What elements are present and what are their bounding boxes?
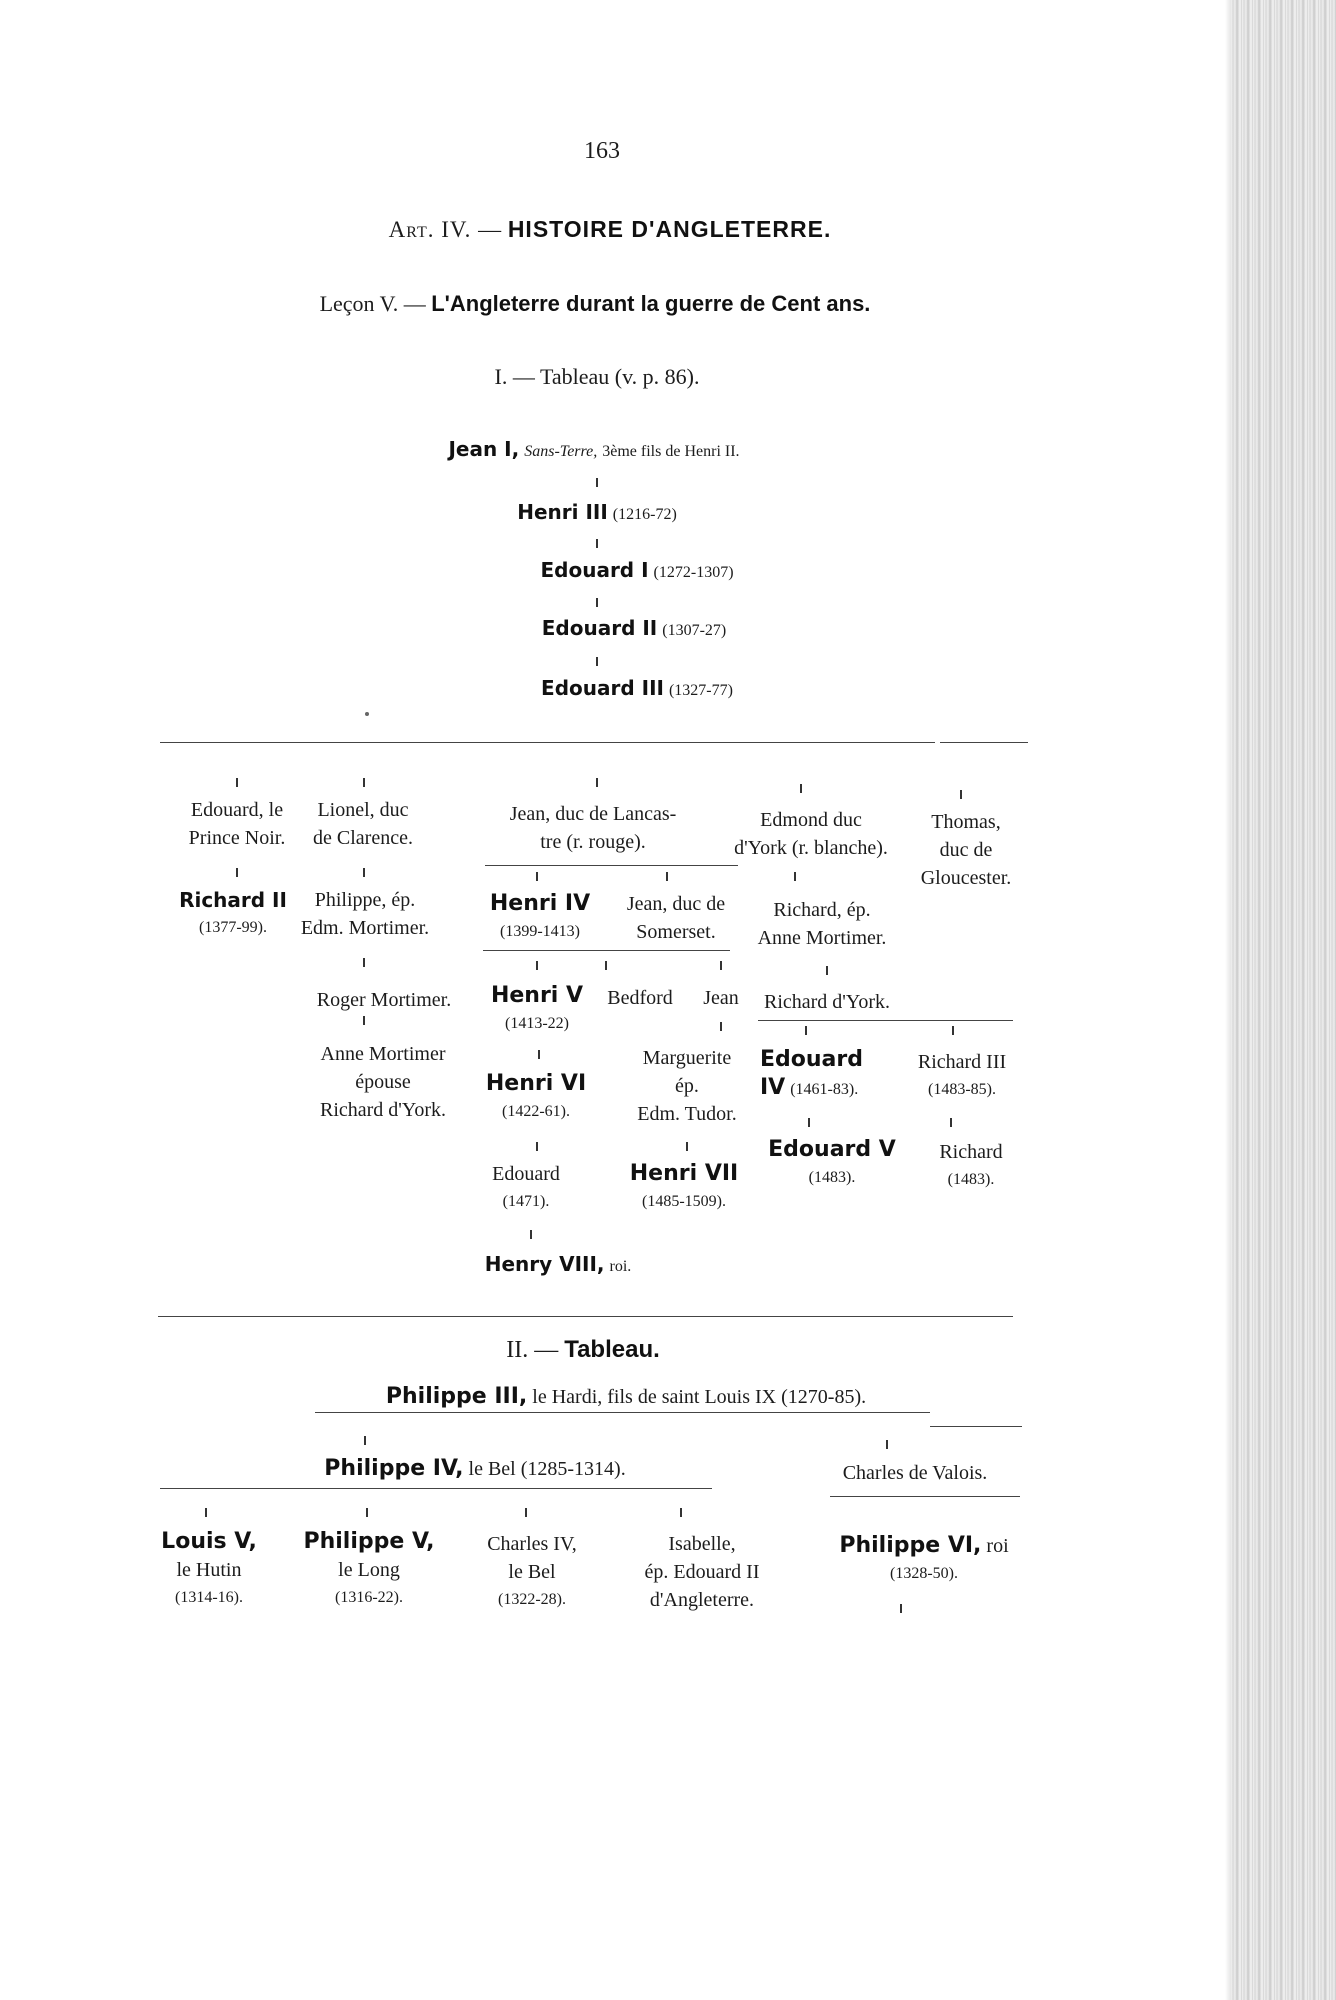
node-note: roi: [986, 1535, 1009, 1557]
connector-tick: [960, 790, 962, 799]
table2-title: [506, 1336, 660, 1364]
tree-root-jean-i: [448, 437, 739, 462]
node-name: Charles IV,: [487, 1533, 577, 1555]
tree-node-henri-iii: [517, 500, 677, 525]
root-name: Jean I,: [448, 437, 520, 461]
text-line: tre (r. rouge).: [540, 831, 646, 853]
branch-line: [830, 1496, 1020, 1497]
text-line: Edm. Mortimer.: [300, 917, 430, 939]
henry-viii: [485, 1252, 632, 1277]
philippe-iv: [324, 1456, 625, 1481]
speck: [365, 712, 369, 716]
node-name: Henri V: [490, 983, 584, 1008]
text-line: Richard, ép.: [773, 899, 871, 921]
node-dates: (1422-61).: [502, 1103, 570, 1120]
edmond-york: [734, 806, 888, 862]
text-line: Somerset.: [636, 921, 716, 943]
lesson-title: L'Angleterre durant la guerre de Cent ans.: [431, 291, 871, 316]
node-name: Henry VIII,: [484, 1252, 605, 1276]
title-prefix: II. —: [506, 1337, 559, 1363]
connector-tick: [826, 966, 828, 975]
node-dates: (1216-72): [612, 506, 677, 523]
edouard-prince: [492, 1160, 560, 1216]
connector-tick: [525, 1508, 527, 1517]
connector-tick: [205, 1508, 207, 1517]
marguerite: [637, 1044, 736, 1128]
edouard-iv: [760, 1046, 863, 1104]
node-name: Philippe IV,: [324, 1456, 464, 1481]
henri-vi: [486, 1070, 586, 1126]
edouard-prince-noir: [189, 796, 286, 852]
text-line: épouse: [355, 1071, 411, 1093]
jean-somerset: [627, 890, 725, 946]
node-dates: (1314-16).: [175, 1589, 243, 1606]
text-line: Philippe, ép.: [314, 889, 416, 911]
node-dates: (1327-77): [668, 682, 733, 699]
node-dates: (1483).: [947, 1171, 995, 1188]
jean-lancastre: [510, 800, 677, 856]
connector-tick: [720, 961, 722, 970]
philippe-v: [303, 1528, 434, 1612]
node-name: Edouard: [492, 1163, 560, 1185]
text-line: Edmond duc: [760, 809, 862, 831]
connector-tick: [596, 598, 598, 607]
text-line: Jean, duc de: [626, 893, 726, 915]
node-name: Richard III: [917, 1051, 1007, 1073]
text-line: d'Angleterre.: [649, 1589, 755, 1611]
node-dates: (1377-99).: [199, 919, 267, 936]
node-numeral: IV: [760, 1075, 786, 1100]
text-line: Thomas,: [931, 811, 1001, 833]
node-dates: (1272-1307): [653, 564, 734, 581]
roger-mortimer: Roger Mortimer.: [316, 989, 452, 1011]
node-dates: (1399-1413): [500, 923, 580, 940]
node-name: Edouard II: [541, 616, 658, 640]
node-note: roi.: [609, 1258, 632, 1275]
connector-tick: [596, 478, 598, 487]
node-name: Isabelle,: [668, 1533, 736, 1555]
article-heading: [389, 216, 832, 243]
connector-tick: [686, 1142, 688, 1151]
branch-line: [930, 1426, 1022, 1427]
text-line: le Hutin: [176, 1559, 242, 1581]
article-prefix: Art. IV. —: [388, 217, 503, 242]
node-name: Richard II: [179, 888, 287, 912]
connector-tick: [886, 1440, 888, 1449]
connector-tick: [808, 1118, 810, 1127]
lesson-prefix: Leçon V. —: [319, 291, 426, 316]
connector-tick: [596, 539, 598, 548]
connector-tick: [538, 1050, 540, 1059]
node-name: Philippe V,: [303, 1529, 435, 1554]
richard-ep-mortimer: [758, 896, 887, 952]
lionel-clarence: [313, 796, 413, 852]
charles-iv: [487, 1530, 577, 1614]
node-name: Edouard III: [541, 676, 664, 700]
connector-tick: [596, 657, 598, 666]
page-number: 163: [584, 138, 620, 164]
node-name: Henri VII: [629, 1161, 739, 1186]
text-line: Anne Mortimer: [320, 1043, 446, 1065]
tree-node-edouard-iii: [541, 676, 733, 701]
text-line: Edm. Tudor.: [637, 1103, 737, 1125]
text-line: de Clarence.: [313, 827, 413, 849]
tree-node-edouard-ii: [542, 616, 726, 641]
text-line: duc de: [939, 839, 993, 861]
edouard-v: [768, 1136, 896, 1192]
table1-title: I. — Tableau (v. p. 86).: [494, 364, 700, 389]
tree-node-edouard-i: [540, 558, 733, 583]
richard-iii: [918, 1048, 1006, 1104]
connector-tick: [950, 1118, 952, 1127]
branch-line: [315, 1412, 930, 1413]
text-line: ép. Edouard II: [644, 1561, 760, 1583]
text-line: Gloucester.: [920, 867, 1012, 889]
richard-duke: [939, 1138, 1002, 1194]
philippe-iii: [386, 1384, 866, 1409]
node-dates: (1461-83).: [790, 1081, 859, 1098]
text-line: d'York (r. blanche).: [734, 837, 888, 859]
connector-tick: [363, 958, 365, 967]
connector-tick: [236, 778, 238, 787]
henri-iv: [490, 890, 590, 946]
connector-tick: [605, 961, 607, 970]
connector-tick: [364, 1436, 366, 1445]
branch-line: [485, 865, 738, 866]
connector-tick: [236, 868, 238, 877]
philippe-mortimer: [301, 886, 429, 942]
node-dates: (1483).: [808, 1169, 856, 1186]
isabelle: [645, 1530, 760, 1614]
node-dates: (1328-50).: [890, 1565, 958, 1582]
bedford: Bedford: [607, 987, 673, 1009]
text-line: Edouard, le: [190, 799, 284, 821]
section-divider: [158, 1316, 1013, 1317]
node-dates: (1471).: [502, 1193, 550, 1210]
node-dates: (1413-22): [505, 1015, 569, 1032]
branch-line: [160, 742, 935, 743]
philippe-vi: [839, 1532, 1008, 1588]
text-line: Lionel, duc: [317, 799, 409, 821]
louis-v: [161, 1528, 257, 1612]
node-name: Edouard I: [540, 558, 649, 582]
lesson-heading: [320, 291, 871, 317]
connector-tick: [363, 1016, 365, 1025]
connector-tick: [794, 872, 796, 881]
root-epithet: Sans-Terre,: [524, 443, 598, 460]
connector-tick: [363, 868, 365, 877]
branch-line: [483, 950, 730, 951]
node-name: Henri VI: [485, 1071, 587, 1096]
connector-tick: [536, 961, 538, 970]
node-dates: (1307-27): [662, 622, 727, 639]
node-name: Edouard: [760, 1047, 863, 1072]
anne-mortimer: [320, 1040, 446, 1124]
richard-ii: [179, 886, 287, 942]
connector-tick: [536, 1142, 538, 1151]
connector-tick: [720, 1022, 722, 1031]
jean-somerset-son: Jean: [703, 987, 739, 1009]
connector-tick: [666, 872, 668, 881]
node-name: Edouard V: [768, 1137, 896, 1162]
node-name: Richard: [939, 1141, 1003, 1163]
node-note: le Hardi, fils de saint Louis IX (1270-85).: [532, 1386, 867, 1408]
branch-line: [758, 1020, 1013, 1021]
thomas-gloucester: [921, 808, 1012, 892]
connector-tick: [366, 1508, 368, 1517]
connector-tick: [900, 1604, 902, 1613]
node-name: Philippe VI,: [839, 1533, 982, 1558]
connector-tick: [596, 778, 598, 787]
text-line: Prince Noir.: [188, 827, 286, 849]
text-line: Marguerite: [642, 1047, 732, 1069]
article-title: HISTOIRE D'ANGLETERRE.: [507, 216, 832, 242]
text-line: le Bel: [508, 1561, 556, 1583]
richard-york: Richard d'York.: [763, 991, 891, 1013]
connector-tick: [805, 1026, 807, 1035]
node-note: le Bel (1285-1314).: [468, 1458, 626, 1480]
node-name: Louis V,: [161, 1529, 257, 1554]
charles-de-valois: Charles de Valois.: [842, 1462, 988, 1484]
node-name: Henri III: [517, 500, 608, 524]
text-line: Richard d'York.: [319, 1099, 447, 1121]
branch-line: [160, 1488, 712, 1489]
connector-tick: [800, 784, 802, 793]
connector-tick: [530, 1230, 532, 1239]
connector-tick: [952, 1026, 954, 1035]
node-name: Philippe III,: [385, 1384, 528, 1409]
henri-vii: [630, 1160, 738, 1216]
branch-line: [940, 742, 1028, 743]
node-name: Henri IV: [489, 891, 591, 916]
node-dates: (1485-1509).: [642, 1193, 726, 1210]
page-edge-stack: [1231, 0, 1336, 2000]
connector-tick: [536, 872, 538, 881]
title-text: Tableau.: [564, 1336, 660, 1363]
text-line: ép.: [675, 1075, 699, 1097]
root-note: 3ème fils de Henri II.: [602, 443, 740, 460]
text-line: le Long: [338, 1559, 400, 1581]
node-dates: (1322-28).: [498, 1591, 566, 1608]
node-dates: (1316-22).: [335, 1589, 403, 1606]
text-line: Jean, duc de Lancas-: [509, 803, 677, 825]
henri-v: [491, 982, 583, 1038]
connector-tick: [363, 778, 365, 787]
connector-tick: [680, 1508, 682, 1517]
node-dates: (1483-85).: [928, 1081, 996, 1098]
text-line: Anne Mortimer.: [757, 927, 887, 949]
